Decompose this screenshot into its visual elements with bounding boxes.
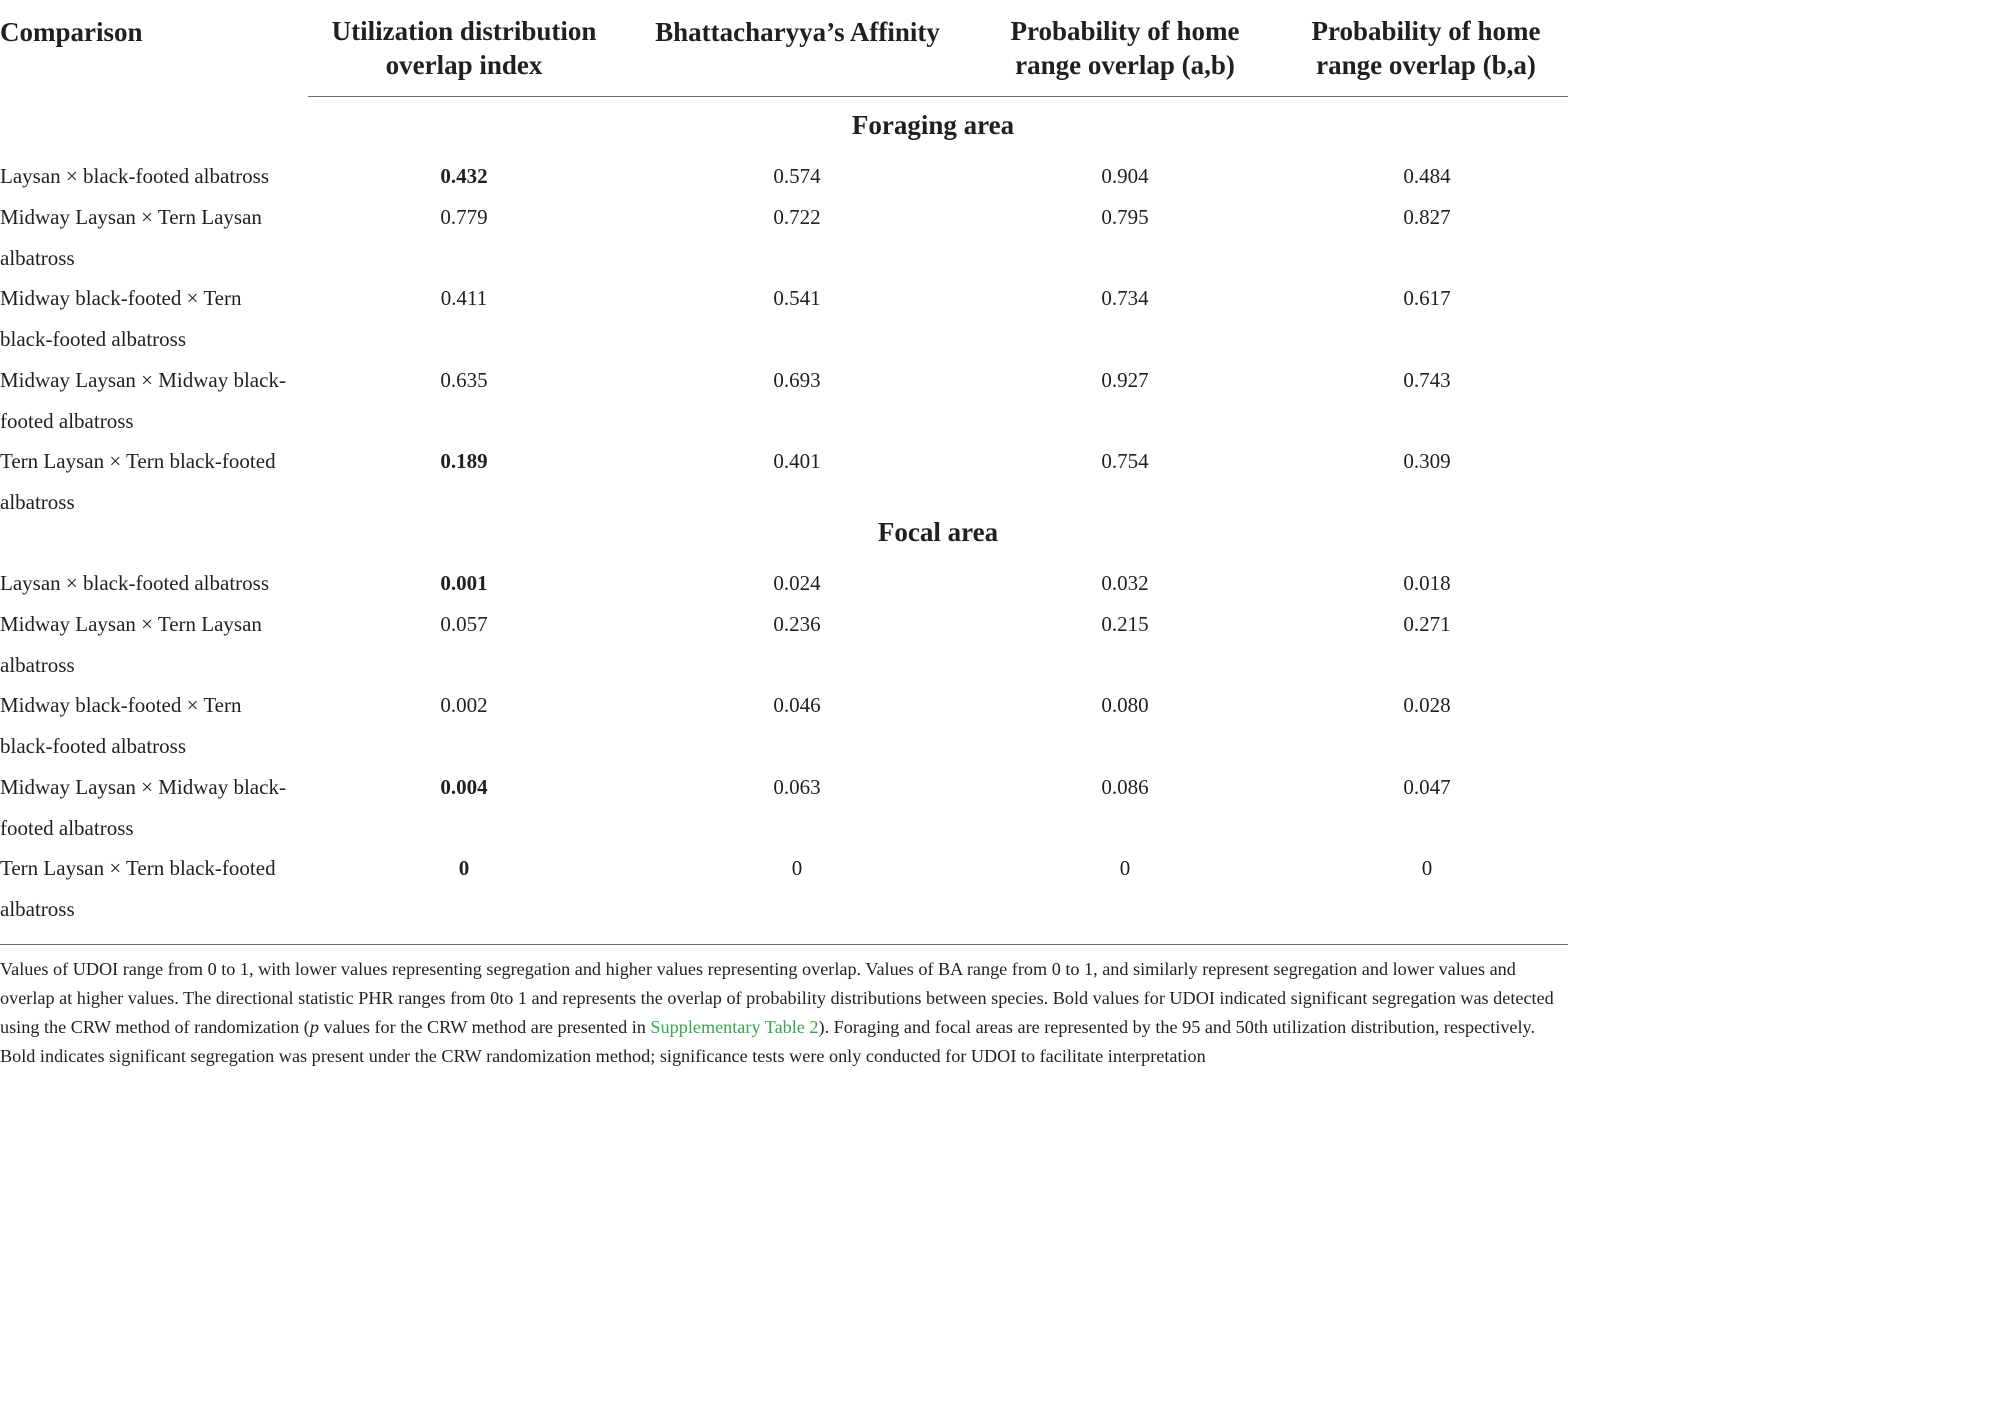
footnote-italic-p: p — [309, 1017, 319, 1037]
comparison-cell: Midway Laysan × Midway black-footed albatross — [0, 775, 286, 840]
phr-ab-cell: 0.080 — [1101, 693, 1149, 717]
comparison-cell: Tern Laysan × Tern black-footed albatross — [0, 449, 276, 514]
phr-ba-cell: 0.827 — [1403, 205, 1451, 229]
footnote-text: ). Foraging and focal areas are represented by the 95 and 50th utilization distribution, respectively. Bold indicates significant segregation was present under the CRW randomization method; significance tests were only conducted for UDOI to facilitate interpretation — [0, 1017, 1536, 1066]
header-phr-ab: Probability of home range overlap (a,b) — [1010, 16, 1240, 80]
comparison-cell: Midway Laysan × Tern Laysan albatross — [0, 205, 262, 270]
phr-ab-cell: 0.032 — [1101, 571, 1149, 595]
section-title-foraging: Foraging area — [851, 110, 1015, 140]
ba-cell: 0.024 — [773, 571, 821, 595]
phr-ab-cell: 0.904 — [1101, 164, 1149, 188]
udoi-cell: 0.411 — [440, 286, 488, 310]
ba-cell: 0.046 — [773, 693, 821, 717]
footer-rule — [0, 944, 1568, 945]
section-title-focal: Focal area — [877, 517, 999, 547]
phr-ba-cell: 0.309 — [1403, 449, 1451, 473]
footnote-text: Values of UDOI range from 0 to 1, with lower values representing segregation and higher values representing overlap. Values of BA range from 0 to 1, and similarly represent segregation and lower values and overlap at higher values. The directional statistic PHR ranges from 0to 1 and represents the overlap of probability distributions between species. Bold values for UDOI indicated significant segregation was detected using the CRW method of randomization ( — [0, 959, 1554, 1037]
phr-ba-cell: 0 — [1421, 856, 1433, 880]
table-footnote — [0, 955, 1564, 1071]
ba-cell: 0.401 — [773, 449, 821, 473]
udoi-cell: 0.057 — [440, 612, 488, 636]
header-udoi: Utilization distribution overlap index — [331, 16, 597, 80]
phr-ba-cell: 0.617 — [1403, 286, 1451, 310]
udoi-cell: 0.189 — [440, 449, 488, 473]
phr-ba-cell: 0.484 — [1403, 164, 1451, 188]
udoi-cell: 0 — [458, 856, 470, 880]
ba-cell: 0.541 — [773, 286, 821, 310]
udoi-cell: 0.635 — [440, 368, 488, 392]
phr-ab-cell: 0 — [1119, 856, 1131, 880]
phr-ba-cell: 0.047 — [1403, 775, 1451, 799]
phr-ab-cell: 0.795 — [1101, 205, 1149, 229]
header-phr-ba: Probability of home range overlap (b,a) — [1311, 16, 1541, 80]
phr-ab-cell: 0.086 — [1101, 775, 1149, 799]
udoi-cell: 0.002 — [440, 693, 488, 717]
header-comparison: Comparison — [0, 17, 143, 47]
phr-ba-cell: 0.271 — [1403, 612, 1451, 636]
phr-ab-cell: 0.215 — [1101, 612, 1149, 636]
comparison-cell: Midway Laysan × Tern Laysan albatross — [0, 612, 262, 677]
supplementary-table-link[interactable]: Supplementary Table 2 — [650, 1017, 819, 1037]
phr-ab-cell: 0.734 — [1101, 286, 1149, 310]
ba-cell: 0.574 — [773, 164, 821, 188]
ba-cell: 0.063 — [773, 775, 821, 799]
ba-cell: 0.236 — [773, 612, 821, 636]
comparison-cell: Laysan × black-footed albatross — [0, 571, 270, 595]
phr-ba-cell: 0.743 — [1403, 368, 1451, 392]
header-ba: Bhattacharyya’s Affinity — [655, 17, 940, 47]
phr-ba-cell: 0.028 — [1403, 693, 1451, 717]
comparison-cell: Laysan × black-footed albatross — [0, 164, 270, 188]
udoi-cell: 0.432 — [440, 164, 488, 188]
comparison-cell: Tern Laysan × Tern black-footed albatross — [0, 856, 276, 921]
udoi-cell: 0.004 — [440, 775, 488, 799]
phr-ab-cell: 0.754 — [1101, 449, 1149, 473]
comparison-cell: Midway black-footed × Tern black-footed albatross — [0, 286, 242, 351]
ba-cell: 0 — [791, 856, 803, 880]
phr-ba-cell: 0.018 — [1403, 571, 1451, 595]
udoi-cell: 0.779 — [440, 205, 488, 229]
ba-cell: 0.693 — [773, 368, 821, 392]
comparison-cell: Midway Laysan × Midway black-footed albatross — [0, 368, 286, 433]
phr-ab-cell: 0.927 — [1101, 368, 1149, 392]
comparison-cell: Midway black-footed × Tern black-footed albatross — [0, 693, 242, 758]
ba-cell: 0.722 — [773, 205, 821, 229]
header-rule — [308, 96, 1568, 97]
udoi-cell: 0.001 — [440, 571, 488, 595]
footnote-text: values for the CRW method are presented in — [318, 1017, 651, 1037]
